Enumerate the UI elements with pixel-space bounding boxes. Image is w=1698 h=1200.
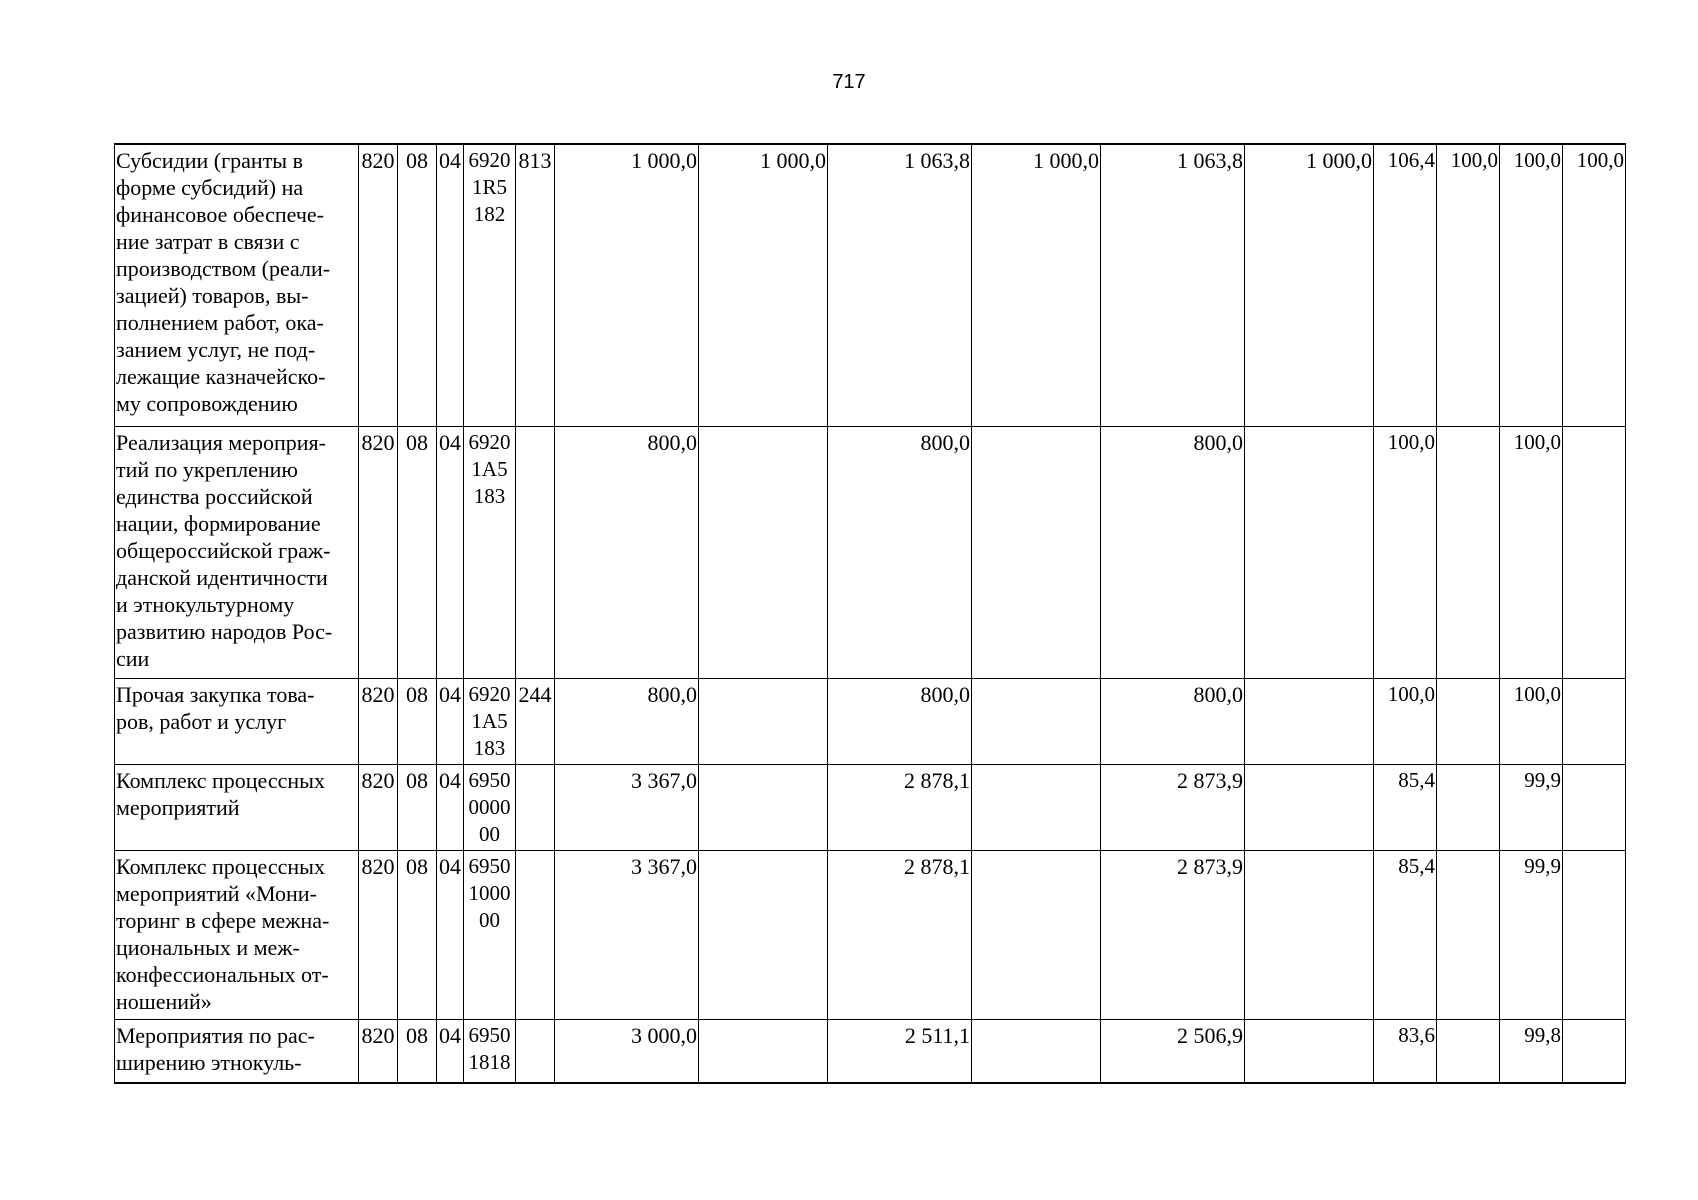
item-name-line: общероссийской граж- (116, 537, 331, 563)
amount-cell: 1 063,8 (1101, 144, 1245, 426)
ministry-code-cell: 820 (359, 850, 398, 1019)
amount-cell (699, 764, 828, 850)
amount-cell (972, 1019, 1101, 1083)
item-name-cell (115, 144, 359, 426)
item-name-line: Реализация мероприя- (116, 429, 326, 455)
section-cell: 08 (398, 764, 437, 850)
target-article-line: 00 (479, 821, 500, 846)
amount-cell: 2 873,9 (1101, 850, 1245, 1019)
table-row (115, 144, 1626, 426)
expense-type-cell: 813 (516, 144, 555, 426)
amount-cell: 1 000,0 (699, 144, 828, 426)
percent-cell: 100,0 (1437, 144, 1500, 426)
item-name-line: мероприятий (116, 794, 240, 820)
item-name-line: занием услуг, не под- (116, 337, 316, 362)
target-article-line: 6950 (468, 1022, 511, 1047)
item-name-line: форме субсидий) на (116, 175, 304, 200)
item-name-line: лежащие казначейско- (116, 364, 326, 389)
amount-cell: 2 506,9 (1101, 1019, 1245, 1083)
item-name-cell (115, 1019, 359, 1083)
table-row (115, 850, 1626, 1019)
budget-table (114, 143, 1626, 1084)
percent-cell: 100,0 (1500, 144, 1563, 426)
target-article-line: 1А5 (471, 456, 508, 481)
percent-cell (1437, 764, 1500, 850)
amount-cell (699, 426, 828, 678)
target-article-line: 6920 (468, 429, 511, 454)
item-name-line: Комплекс процессных (116, 767, 325, 793)
item-name-line: ношений» (116, 988, 212, 1014)
section-cell: 08 (398, 1019, 437, 1083)
target-article-line: 1R5 (471, 175, 507, 199)
item-name-line: му сопровождению (116, 391, 298, 416)
item-name-line: Комплекс процессных (116, 853, 325, 879)
amount-cell (1245, 678, 1374, 764)
amount-cell (699, 1019, 828, 1083)
amount-cell (1245, 426, 1374, 678)
subsection-cell: 04 (437, 678, 464, 764)
target-article-cell (464, 426, 516, 678)
page-number: 717 (832, 71, 866, 93)
target-article-line: 1818 (468, 1049, 511, 1074)
amount-cell: 1 063,8 (828, 144, 972, 426)
amount-cell: 1 000,0 (555, 144, 699, 426)
percent-cell: 99,9 (1500, 764, 1563, 850)
item-name-line: циональных и меж- (116, 934, 300, 960)
percent-cell (1563, 850, 1626, 1019)
amount-cell (699, 850, 828, 1019)
amount-cell: 800,0 (555, 678, 699, 764)
amount-cell: 2 878,1 (828, 850, 972, 1019)
percent-cell: 100,0 (1563, 144, 1626, 426)
item-name-line: торинг в сфере межна- (116, 907, 330, 933)
item-name-cell (115, 426, 359, 678)
target-article-line: 6950 (468, 767, 511, 792)
ministry-code-cell: 820 (359, 1019, 398, 1083)
percent-cell (1437, 850, 1500, 1019)
target-article-cell (464, 764, 516, 850)
percent-cell (1437, 678, 1500, 764)
item-name-line: ширению этнокуль- (116, 1049, 302, 1075)
table-row (115, 426, 1626, 678)
section-cell: 08 (398, 850, 437, 1019)
ministry-code-cell: 820 (359, 678, 398, 764)
ministry-code-cell: 820 (359, 144, 398, 426)
section-cell: 08 (398, 678, 437, 764)
target-article-line: 6920 (468, 148, 511, 172)
amount-cell: 3 000,0 (555, 1019, 699, 1083)
target-article-line: 1А5 (471, 708, 508, 733)
item-name-line: ние затрат в связи с (116, 229, 300, 254)
item-name-line: финансовое обеспече- (116, 202, 325, 227)
subsection-cell: 04 (437, 426, 464, 678)
target-article-cell (464, 678, 516, 764)
amount-cell: 800,0 (828, 678, 972, 764)
amount-cell: 3 367,0 (555, 850, 699, 1019)
item-name-line: Субсидии (гранты в (116, 148, 303, 173)
item-name-cell (115, 764, 359, 850)
amount-cell (972, 678, 1101, 764)
item-name-line: данской идентичности (116, 564, 328, 590)
subsection-cell: 04 (437, 1019, 464, 1083)
table-row (115, 1019, 1626, 1083)
amount-cell: 800,0 (828, 426, 972, 678)
subsection-cell: 04 (437, 850, 464, 1019)
percent-cell: 99,9 (1500, 850, 1563, 1019)
item-name-line: производством (реали- (116, 256, 331, 281)
amount-cell (1245, 1019, 1374, 1083)
target-article-cell (464, 1019, 516, 1083)
amount-cell: 800,0 (1101, 678, 1245, 764)
target-article-cell (464, 144, 516, 426)
percent-cell: 106,4 (1374, 144, 1437, 426)
item-name-line: Мероприятия по рас- (116, 1022, 315, 1048)
amount-cell: 2 511,1 (828, 1019, 972, 1083)
target-article-line: 6920 (468, 681, 511, 706)
amount-cell: 2 878,1 (828, 764, 972, 850)
percent-cell (1563, 426, 1626, 678)
percent-cell: 99,8 (1500, 1019, 1563, 1083)
amount-cell (699, 678, 828, 764)
expense-type-cell (516, 764, 555, 850)
percent-cell: 85,4 (1374, 764, 1437, 850)
item-name-line: Прочая закупка това- (116, 681, 315, 707)
amount-cell: 800,0 (1101, 426, 1245, 678)
item-name-line: конфессиональных от- (116, 961, 329, 987)
percent-cell (1437, 426, 1500, 678)
percent-cell (1563, 1019, 1626, 1083)
item-name-line: тий по укреплению (116, 456, 298, 482)
item-name-line: развитию народов Рос- (116, 618, 333, 644)
table-row (115, 678, 1626, 764)
expense-type-cell (516, 1019, 555, 1083)
percent-cell: 83,6 (1374, 1019, 1437, 1083)
section-cell: 08 (398, 426, 437, 678)
target-article-line: 00 (479, 907, 500, 932)
item-name-line: полнением работ, ока- (116, 310, 324, 335)
percent-cell (1563, 678, 1626, 764)
target-article-line: 183 (473, 735, 506, 760)
item-name-line: мероприятий «Мони- (116, 880, 317, 906)
table-row (115, 764, 1626, 850)
expense-type-cell (516, 426, 555, 678)
percent-cell: 100,0 (1374, 426, 1437, 678)
target-article-line: 0000 (468, 794, 511, 819)
target-article-line: 183 (473, 483, 506, 508)
subsection-cell: 04 (437, 764, 464, 850)
percent-cell: 100,0 (1374, 678, 1437, 764)
subsection-cell: 04 (437, 144, 464, 426)
item-name-line: зацией) товаров, вы- (116, 283, 309, 308)
amount-cell (972, 850, 1101, 1019)
item-name-line: и этнокультурному (116, 591, 295, 617)
amount-cell: 3 367,0 (555, 764, 699, 850)
target-article-cell (464, 850, 516, 1019)
amount-cell (1245, 850, 1374, 1019)
amount-cell (972, 426, 1101, 678)
percent-cell: 85,4 (1374, 850, 1437, 1019)
target-article-line: 182 (473, 202, 506, 226)
percent-cell: 100,0 (1500, 426, 1563, 678)
item-name-line: сии (116, 645, 150, 671)
percent-cell (1563, 764, 1626, 850)
expense-type-cell: 244 (516, 678, 555, 764)
expense-type-cell (516, 850, 555, 1019)
item-name-cell (115, 850, 359, 1019)
amount-cell: 2 873,9 (1101, 764, 1245, 850)
target-article-line: 6950 (468, 853, 511, 878)
item-name-cell (115, 678, 359, 764)
amount-cell (972, 764, 1101, 850)
percent-cell: 100,0 (1500, 678, 1563, 764)
amount-cell: 800,0 (555, 426, 699, 678)
amount-cell: 1 000,0 (1245, 144, 1374, 426)
amount-cell (1245, 764, 1374, 850)
percent-cell (1437, 1019, 1500, 1083)
amount-cell: 1 000,0 (972, 144, 1101, 426)
item-name-line: ров, работ и услуг (116, 708, 287, 734)
target-article-line: 1000 (468, 880, 511, 905)
ministry-code-cell: 820 (359, 426, 398, 678)
section-cell: 08 (398, 144, 437, 426)
ministry-code-cell: 820 (359, 764, 398, 850)
item-name-line: единства российской (116, 483, 313, 509)
item-name-line: нации, формирование (116, 510, 321, 536)
